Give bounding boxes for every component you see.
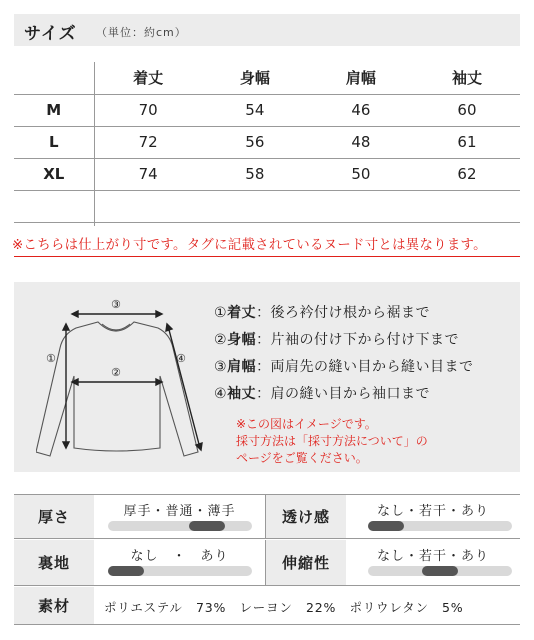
- legend-num: ④: [214, 386, 228, 402]
- material-composition: ポリエステル 73% レーヨン 22% ポリウレタン 5%: [104, 600, 464, 615]
- sheer-indicator: [368, 521, 404, 531]
- table-row: [14, 94, 520, 126]
- sheer-scale: [346, 495, 520, 538]
- table-cell: 62: [414, 158, 520, 190]
- stretch-track: [368, 566, 512, 576]
- lining-track: [108, 566, 252, 576]
- legend-desc: ：後ろ衿付け根から裾まで: [256, 305, 431, 321]
- marker-label: ③: [111, 298, 121, 311]
- note-line: ※この図はイメージです。: [236, 417, 377, 431]
- table-row: [14, 126, 520, 158]
- stretch-scale: [346, 540, 520, 585]
- table-cell: 50: [308, 158, 414, 190]
- finished-size-notice: ※こちらは仕上がり寸です。タグに記載されているヌード寸とは異なります。: [12, 238, 487, 253]
- col-header: 着丈: [94, 62, 202, 94]
- blank-cell: [14, 190, 94, 226]
- unit-label: （単位：約cm）: [96, 26, 187, 39]
- table-cell: 70: [94, 94, 202, 126]
- size-label: M: [14, 94, 94, 126]
- legend-desc: ：肩の縫い目から袖口まで: [256, 386, 431, 402]
- col-header: 肩幅: [308, 62, 414, 94]
- thickness-options: 厚手・普通・薄手: [123, 504, 236, 519]
- stretch-options: なし・若干・あり: [376, 549, 489, 564]
- stretch-label: 伸縮性: [266, 540, 346, 585]
- legend-item: [214, 383, 474, 410]
- size-label: L: [14, 126, 94, 158]
- note-line: ページをご覧ください。: [236, 451, 368, 465]
- legend-term: 肩幅: [227, 359, 257, 375]
- sheer-label: 透け感: [266, 495, 346, 538]
- corner-cell: [14, 62, 94, 94]
- table-cell: 74: [94, 158, 202, 190]
- legend-desc: ：片袖の付け下から付け下まで: [256, 332, 460, 348]
- marker-label: ②: [111, 366, 121, 379]
- lining-scale: [94, 540, 266, 585]
- blank-cell: [94, 190, 520, 226]
- size-title: サイズ: [24, 24, 77, 44]
- material-label: 素材: [14, 587, 94, 624]
- table-cell: 60: [414, 94, 520, 126]
- thickness-scale: [94, 495, 266, 538]
- table-header-row: [14, 62, 520, 94]
- legend-term: 着丈: [227, 305, 257, 321]
- thickness-label: 厚さ: [14, 495, 94, 538]
- legend-term: 袖丈: [227, 386, 257, 402]
- table-cell: 54: [202, 94, 308, 126]
- table-cell: 72: [94, 126, 202, 158]
- sheer-options: なし・若干・あり: [376, 504, 489, 519]
- blank-row: [14, 190, 520, 226]
- fabric-row: [14, 587, 520, 625]
- lining-label: 裏地: [14, 540, 94, 585]
- table-row: [14, 158, 520, 190]
- size-header: [14, 14, 520, 46]
- marker-label: ④: [176, 352, 186, 365]
- table-cell: 56: [202, 126, 308, 158]
- legend-term: 身幅: [227, 332, 257, 348]
- table-cell: 61: [414, 126, 520, 158]
- legend-num: ③: [214, 359, 228, 375]
- lining-indicator: [108, 566, 144, 576]
- fabric-table: [14, 494, 520, 626]
- note-line: 採寸方法は「採寸方法について」の: [236, 434, 428, 448]
- table-cell: 58: [202, 158, 308, 190]
- thickness-indicator: [189, 521, 225, 531]
- shirt-illustration: [36, 296, 206, 461]
- notice-underline: [14, 256, 520, 257]
- measurement-diagram: [14, 282, 520, 472]
- col-header: 身幅: [202, 62, 308, 94]
- thickness-track: [108, 521, 252, 531]
- fabric-row: [14, 495, 520, 539]
- table-bottom-rule: [14, 222, 520, 223]
- lining-options: なし ・ あり: [130, 549, 229, 564]
- table-cell: 48: [308, 126, 414, 158]
- legend-desc: ：両肩先の縫い目から縫い目まで: [256, 359, 474, 375]
- image-note: [236, 416, 428, 467]
- stretch-indicator: [422, 566, 458, 576]
- col-header: 袖丈: [414, 62, 520, 94]
- legend-item: [214, 329, 474, 356]
- size-table: [14, 62, 520, 226]
- legend-item: [214, 356, 474, 383]
- legend-num: ②: [214, 332, 228, 348]
- fabric-row: [14, 540, 520, 586]
- size-label: XL: [14, 158, 94, 190]
- legend-item: [214, 302, 474, 329]
- sheer-track: [368, 521, 512, 531]
- legend-num: ①: [214, 305, 228, 321]
- measurement-legend: [214, 302, 474, 465]
- marker-label: ①: [46, 352, 56, 365]
- table-cell: 46: [308, 94, 414, 126]
